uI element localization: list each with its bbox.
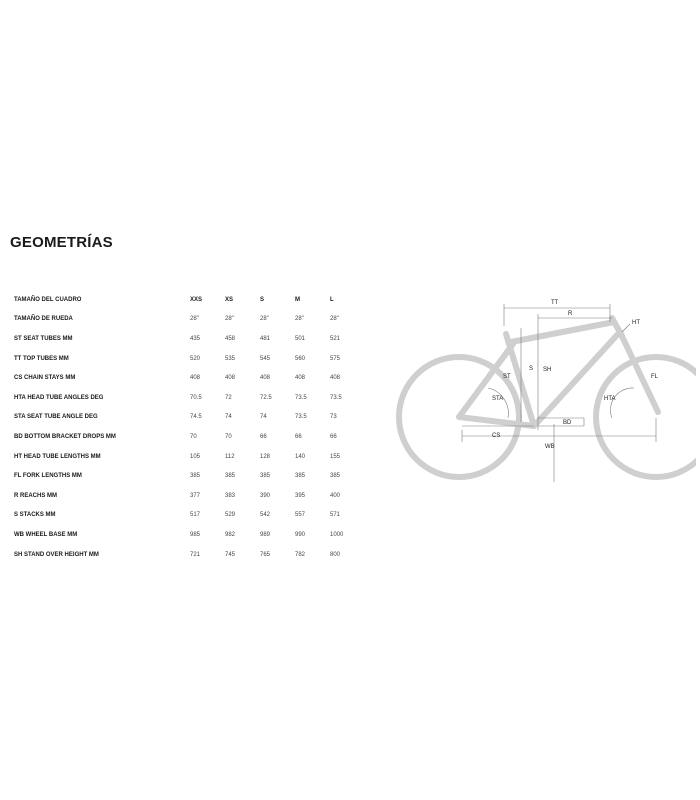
row-value: 385 bbox=[190, 473, 201, 480]
row-value: 782 bbox=[295, 551, 306, 558]
row-value: 535 bbox=[225, 355, 236, 362]
size-header: XS bbox=[225, 296, 234, 303]
row-label: SH STAND OVER HEIGHT MM bbox=[14, 551, 99, 558]
row-label: CS CHAIN STAYS MM bbox=[14, 375, 76, 382]
table-row bbox=[14, 545, 365, 565]
r-label: R bbox=[568, 311, 573, 317]
table-row bbox=[14, 349, 365, 369]
row-value: 458 bbox=[225, 335, 236, 342]
row-value: 400 bbox=[330, 492, 341, 499]
row-value: 408 bbox=[190, 375, 201, 382]
row-value: 128 bbox=[260, 453, 271, 460]
row-value: 385 bbox=[330, 473, 341, 480]
row-value: 990 bbox=[295, 531, 306, 538]
table-row bbox=[14, 506, 365, 526]
row-value: 517 bbox=[190, 512, 201, 519]
table-row bbox=[14, 427, 365, 447]
row-value: 28" bbox=[190, 316, 199, 323]
row-value: 521 bbox=[330, 335, 341, 342]
hta-label: HTA bbox=[604, 396, 616, 402]
row-value: 70 bbox=[190, 433, 197, 440]
row-value: 560 bbox=[295, 355, 306, 362]
table-row bbox=[14, 525, 365, 545]
ht-label: HT bbox=[632, 320, 640, 326]
row-value: 74 bbox=[225, 414, 232, 421]
table-row bbox=[14, 486, 365, 506]
row-label: HTA HEAD TUBE ANGLES DEG bbox=[14, 394, 104, 401]
table-row bbox=[14, 329, 365, 349]
fl-label: FL bbox=[651, 374, 659, 380]
row-value: 70.5 bbox=[190, 394, 202, 401]
row-value: 529 bbox=[225, 512, 236, 519]
row-label: ST SEAT TUBES MM bbox=[14, 335, 73, 342]
row-value: 800 bbox=[330, 551, 341, 558]
row-value: 542 bbox=[260, 512, 271, 519]
size-header: S bbox=[260, 296, 265, 303]
row-value: 395 bbox=[295, 492, 306, 499]
row-value: 383 bbox=[225, 492, 236, 499]
row-value: 385 bbox=[260, 473, 271, 480]
row-value: 377 bbox=[190, 492, 201, 499]
row-value: 408 bbox=[330, 375, 341, 382]
row-value: 520 bbox=[190, 355, 201, 362]
row-value: 72 bbox=[225, 394, 232, 401]
row-value: 73 bbox=[330, 414, 337, 421]
row-value: 408 bbox=[225, 375, 236, 382]
row-value: 385 bbox=[225, 473, 236, 480]
row-value: 989 bbox=[260, 531, 271, 538]
row-label: FL FORK LENGTHS MM bbox=[14, 473, 82, 480]
table-row bbox=[14, 447, 365, 467]
row-value: 481 bbox=[260, 335, 271, 342]
size-header: L bbox=[330, 296, 334, 303]
row-value: 155 bbox=[330, 453, 341, 460]
row-label: TAMAÑO DE RUEDA bbox=[14, 316, 73, 323]
row-value: 28" bbox=[225, 316, 234, 323]
bike-frame bbox=[459, 318, 658, 426]
row-label: TAMAÑO DEL CUADRO bbox=[14, 296, 82, 303]
size-header: XXS bbox=[190, 296, 203, 303]
row-value: 545 bbox=[260, 355, 271, 362]
row-value: 390 bbox=[260, 492, 271, 499]
row-value: 28" bbox=[295, 316, 304, 323]
geometry-table bbox=[14, 290, 365, 564]
row-value: 575 bbox=[330, 355, 341, 362]
row-label: WB WHEEL BASE MM bbox=[14, 531, 78, 538]
row-label: HT HEAD TUBE LENGTHS MM bbox=[14, 453, 101, 460]
wb-label: WB bbox=[545, 444, 555, 450]
row-value: 73.5 bbox=[330, 394, 342, 401]
sh-label: SH bbox=[543, 367, 552, 373]
row-value: 408 bbox=[295, 375, 306, 382]
tt-label: TT bbox=[551, 300, 559, 306]
row-value: 66 bbox=[330, 433, 337, 440]
row-value: 73.5 bbox=[295, 394, 307, 401]
table-row bbox=[14, 368, 365, 388]
row-value: 74.5 bbox=[190, 414, 202, 421]
row-value: 74 bbox=[260, 414, 267, 421]
row-label: BD BOTTOM BRACKET DROPS MM bbox=[14, 433, 116, 440]
row-value: 70 bbox=[225, 433, 232, 440]
table-row bbox=[14, 466, 365, 486]
row-value: 66 bbox=[260, 433, 267, 440]
bike-geometry-diagram bbox=[396, 292, 696, 492]
table-row bbox=[14, 388, 365, 408]
st-label: ST bbox=[503, 374, 511, 380]
row-value: 112 bbox=[225, 453, 235, 460]
row-value: 435 bbox=[190, 335, 201, 342]
row-value: 501 bbox=[295, 335, 306, 342]
row-value: 66 bbox=[295, 433, 302, 440]
row-value: 28" bbox=[260, 316, 269, 323]
row-value: 765 bbox=[260, 551, 271, 558]
row-value: 745 bbox=[225, 551, 236, 558]
row-value: 557 bbox=[295, 512, 306, 519]
row-label: S STACKS MM bbox=[14, 512, 56, 519]
size-header: M bbox=[295, 296, 300, 303]
cs-label: CS bbox=[492, 433, 501, 439]
row-label: TT TOP TUBES MM bbox=[14, 355, 69, 362]
row-value: 571 bbox=[330, 512, 341, 519]
row-value: 385 bbox=[295, 473, 306, 480]
bd-label: BD bbox=[563, 420, 572, 426]
row-value: 985 bbox=[190, 531, 201, 538]
row-value: 72.5 bbox=[260, 394, 272, 401]
row-value: 28" bbox=[330, 316, 339, 323]
table-row bbox=[14, 408, 365, 428]
table-header-row bbox=[14, 290, 365, 310]
row-value: 721 bbox=[190, 551, 201, 558]
table-row bbox=[14, 310, 365, 330]
row-value: 140 bbox=[295, 453, 306, 460]
row-label: R REACHS MM bbox=[14, 492, 57, 499]
row-value: 105 bbox=[190, 453, 201, 460]
page-title: GEOMETRÍAS bbox=[10, 234, 113, 251]
front-wheel bbox=[596, 357, 696, 477]
row-value: 982 bbox=[225, 531, 236, 538]
s-label: S bbox=[529, 366, 534, 372]
row-value: 1000 bbox=[330, 531, 344, 538]
row-label: STA SEAT TUBE ANGLE DEG bbox=[14, 414, 98, 421]
sta-label: STA bbox=[492, 396, 504, 402]
row-value: 73.5 bbox=[295, 414, 307, 421]
row-value: 408 bbox=[260, 375, 271, 382]
